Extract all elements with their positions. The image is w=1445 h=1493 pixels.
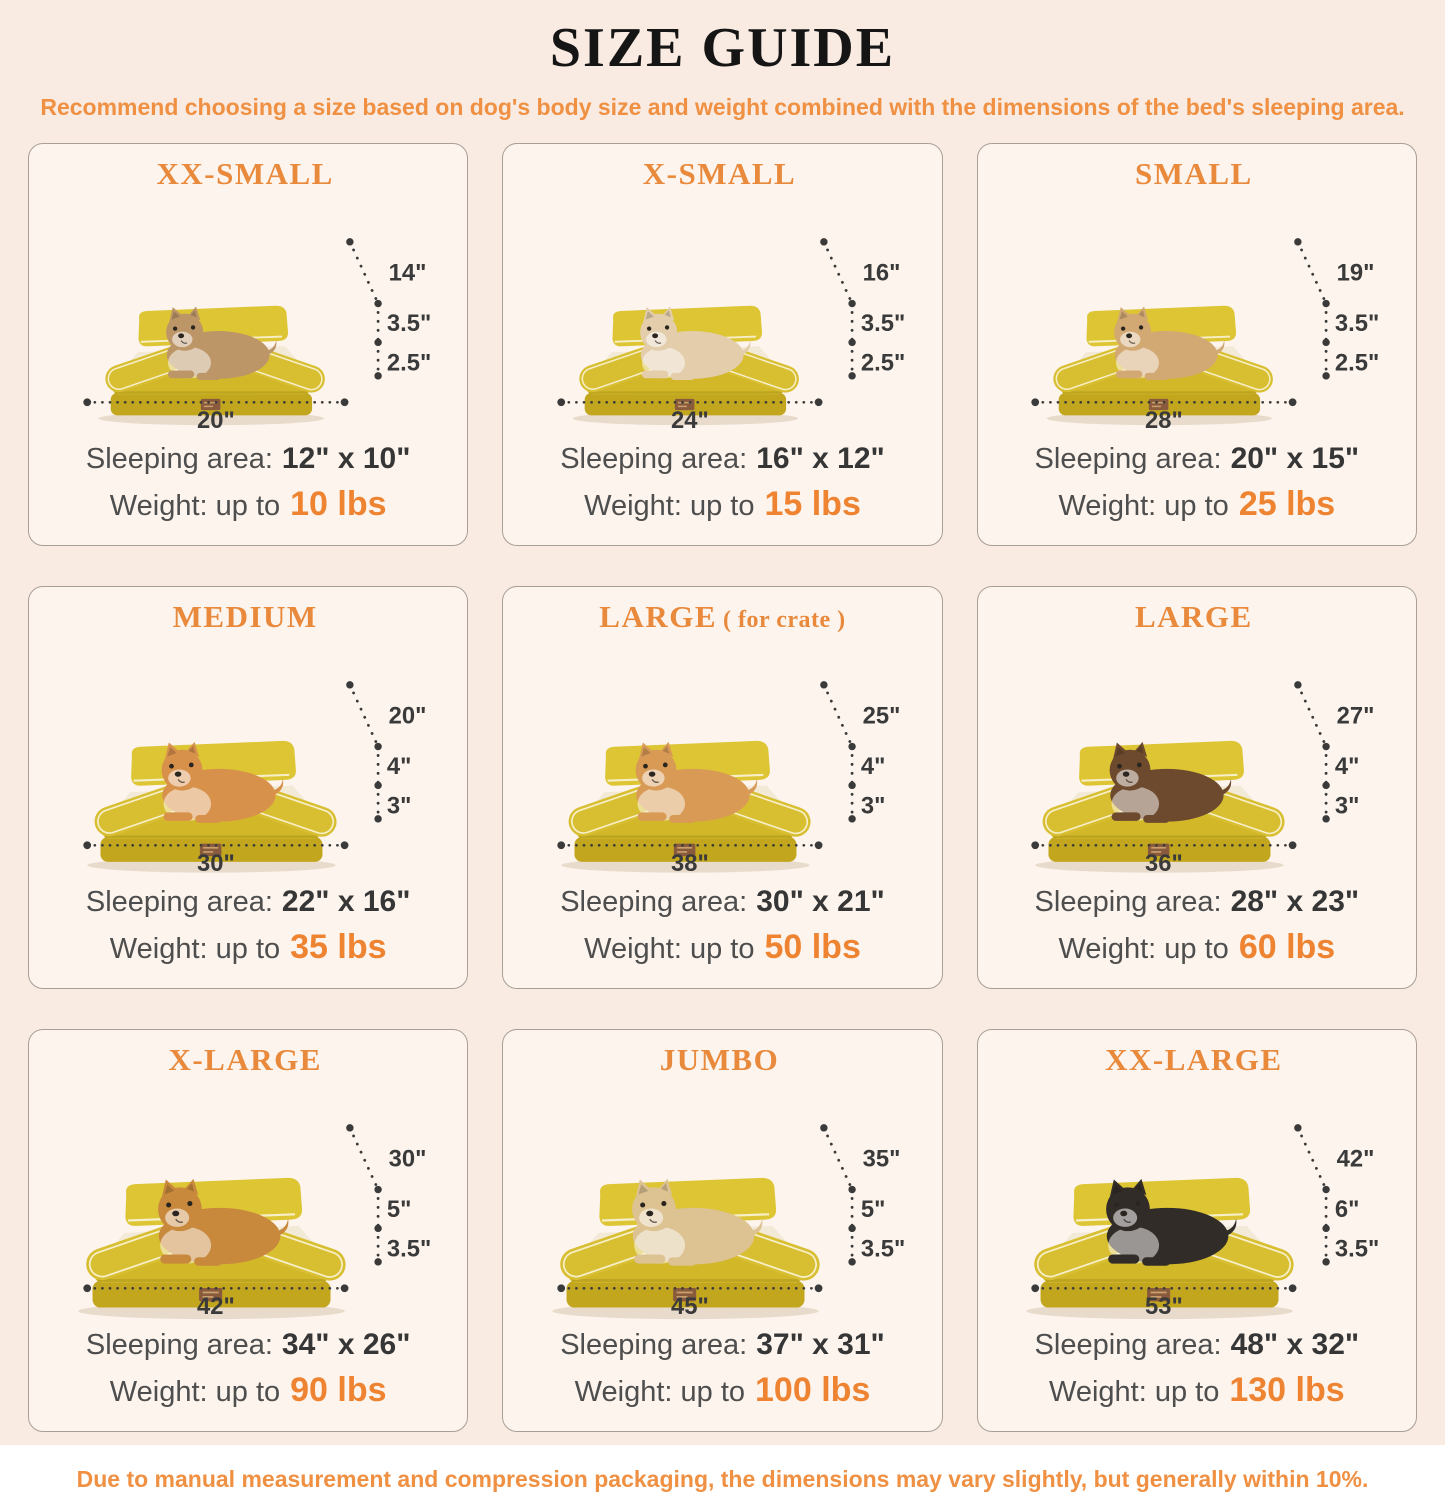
card-title [984,1042,1410,1078]
dim-height2-label: 3.5" [386,1235,431,1263]
weight-line [35,1370,461,1417]
dim-diagonal-label: 25" [862,702,901,730]
weight-value: 130 lbs [1229,1371,1345,1409]
dim-diagonal-label: 20" [388,702,427,730]
card-info [509,1324,935,1417]
sleeping-area-label: Sleeping area: [560,1329,748,1361]
sleeping-area-label: Sleeping area: [1034,886,1222,918]
weight-label: Weight: up to [584,490,755,522]
sleeping-area-line [35,881,461,927]
dim-width-label: 24" [671,406,709,434]
bed-illustration [1007,1082,1386,1320]
sleeping-area-value: 22" x 16" [281,885,411,918]
dim-height1-label: 6" [1335,1195,1360,1223]
dim-height2-label: 2.5" [860,349,906,377]
bed-illustration [1007,196,1386,434]
sleeping-area-value: 12" x 10" [281,442,411,475]
size-name: XX-SMALL [156,156,334,191]
card-grid [28,143,1417,1432]
dim-height1-label: 4" [1335,752,1360,780]
sleeping-area-line [509,1324,935,1370]
sleeping-area-label: Sleeping area: [85,886,273,918]
card-info [984,881,1410,974]
dim-height1-label: 3.5" [860,309,906,337]
weight-label: Weight: up to [109,1376,281,1408]
weight-value: 10 lbs [290,485,387,523]
sleeping-area-label: Sleeping area: [560,443,748,475]
dim-diagonal-label: 30" [388,1145,427,1173]
weight-label: Weight: up to [1058,933,1229,965]
dim-height1-label: 3.5" [1335,309,1380,337]
sleeping-area-value: 28" x 23" [1230,885,1360,918]
bed-illustration [59,1082,438,1320]
size-name: JUMBO [659,1042,780,1077]
sleeping-area-value: 16" x 12" [756,442,885,475]
card-info [35,438,461,531]
dim-width-label: 30" [196,849,235,877]
dim-width-label: 42" [196,1292,235,1320]
size-card-x-large [28,1029,468,1432]
weight-line [984,1370,1410,1417]
weight-value: 15 lbs [764,485,861,523]
card-info [984,438,1410,531]
sleeping-area-line [35,438,461,484]
dim-width-label: 20" [196,406,235,434]
size-card-large-for-crate [502,586,942,989]
size-card-medium [28,586,468,989]
dim-width-label: 38" [671,849,709,877]
dim-width-label: 36" [1145,849,1184,877]
size-card-small [977,143,1417,546]
weight-label: Weight: up to [109,490,281,522]
weight-line [984,484,1410,531]
card-info [984,1324,1410,1417]
weight-line [509,1370,935,1417]
sleeping-area-line [35,1324,461,1370]
weight-line [984,927,1410,974]
card-info [509,438,935,531]
dim-width-label: 28" [1145,406,1184,434]
sleeping-area-line [509,438,935,484]
size-name: X-SMALL [642,156,797,191]
weight-value: 100 lbs [755,1371,871,1409]
weight-value: 25 lbs [1238,485,1336,523]
sleeping-area-label: Sleeping area: [85,1329,273,1361]
card-title [509,599,935,635]
sleeping-area-value: 34" x 26" [281,1328,411,1361]
sleeping-area-label: Sleeping area: [560,886,748,918]
weight-label: Weight: up to [109,933,281,965]
sleeping-area-label: Sleeping area: [1034,1329,1222,1361]
dim-height2-label: 3.5" [1335,1235,1380,1263]
bed-illustration [1007,639,1386,877]
weight-line [509,927,935,974]
sleeping-area-value: 48" x 32" [1230,1328,1360,1361]
weight-line [35,927,461,974]
sleeping-area-value: 30" x 21" [756,885,885,918]
weight-value: 90 lbs [290,1371,387,1409]
dim-height2-label: 3" [1335,792,1360,820]
sleeping-area-label: Sleeping area: [1034,443,1222,475]
card-title [35,1042,461,1078]
dim-height2-label: 3" [386,792,412,820]
bed-illustration [59,196,438,434]
card-title [35,599,461,635]
dim-diagonal-label: 16" [862,259,901,287]
bed-illustration [533,196,912,434]
size-name: LARGE [599,599,718,634]
dim-height1-label: 3.5" [386,309,431,337]
weight-label: Weight: up to [584,933,755,965]
dim-height1-label: 4" [386,752,412,780]
sleeping-area-value: 37" x 31" [756,1328,885,1361]
size-card-x-small [502,143,942,546]
sleeping-area-line [984,1324,1410,1370]
footer-note: Due to manual measurement and compression packaging, the dimensions may vary slightly, but generally within 10%. [76,1466,1369,1492]
size-suffix: ( for crate ) [723,607,846,633]
card-info [35,881,461,974]
dim-height1-label: 5" [386,1195,412,1223]
weight-value: 60 lbs [1238,928,1336,966]
sleeping-area-line [984,438,1410,484]
sleeping-area-line [984,881,1410,927]
dim-height1-label: 4" [860,752,886,780]
dim-width-label: 45" [671,1292,709,1320]
weight-label: Weight: up to [1058,490,1229,522]
dim-height2-label: 2.5" [1335,349,1380,377]
weight-value: 35 lbs [290,928,387,966]
size-name: SMALL [1134,156,1253,191]
dim-height2-label: 3.5" [860,1235,906,1263]
bed-illustration [59,639,438,877]
dim-height2-label: 3" [860,792,886,820]
weight-label: Weight: up to [574,1376,746,1408]
size-name: MEDIUM [172,599,318,634]
card-title [984,599,1410,635]
card-title [509,156,935,192]
weight-line [35,484,461,531]
size-name: X-LARGE [168,1042,322,1077]
size-card-xx-large [977,1029,1417,1432]
sleeping-area-value: 20" x 15" [1230,442,1360,475]
size-card-xx-small [28,143,468,546]
card-info [509,881,935,974]
dim-height2-label: 2.5" [386,349,431,377]
dim-diagonal-label: 35" [862,1145,901,1173]
size-name: LARGE [1134,599,1253,634]
sleeping-area-line [509,881,935,927]
bed-illustration [533,639,912,877]
size-name: XX-LARGE [1105,1042,1283,1077]
size-card-jumbo [502,1029,942,1432]
page-title: SIZE GUIDE [549,17,896,79]
card-title [984,156,1410,192]
card-info [35,1324,461,1417]
card-title [35,156,461,192]
bed-illustration [533,1082,912,1320]
size-card-large [977,586,1417,989]
weight-line [509,484,935,531]
weight-label: Weight: up to [1048,1376,1220,1408]
dim-diagonal-label: 14" [388,259,427,287]
card-title [509,1042,935,1078]
dim-diagonal-label: 42" [1336,1145,1375,1173]
sleeping-area-label: Sleeping area: [85,443,273,475]
dim-height1-label: 5" [860,1195,886,1223]
dim-width-label: 53" [1145,1292,1184,1320]
dim-diagonal-label: 19" [1336,259,1375,287]
dim-diagonal-label: 27" [1336,702,1375,730]
page-subtitle: Recommend choosing a size based on dog's body size and weight combined with the dimensions of the bed's sleeping area. [40,94,1405,120]
weight-value: 50 lbs [764,928,861,966]
